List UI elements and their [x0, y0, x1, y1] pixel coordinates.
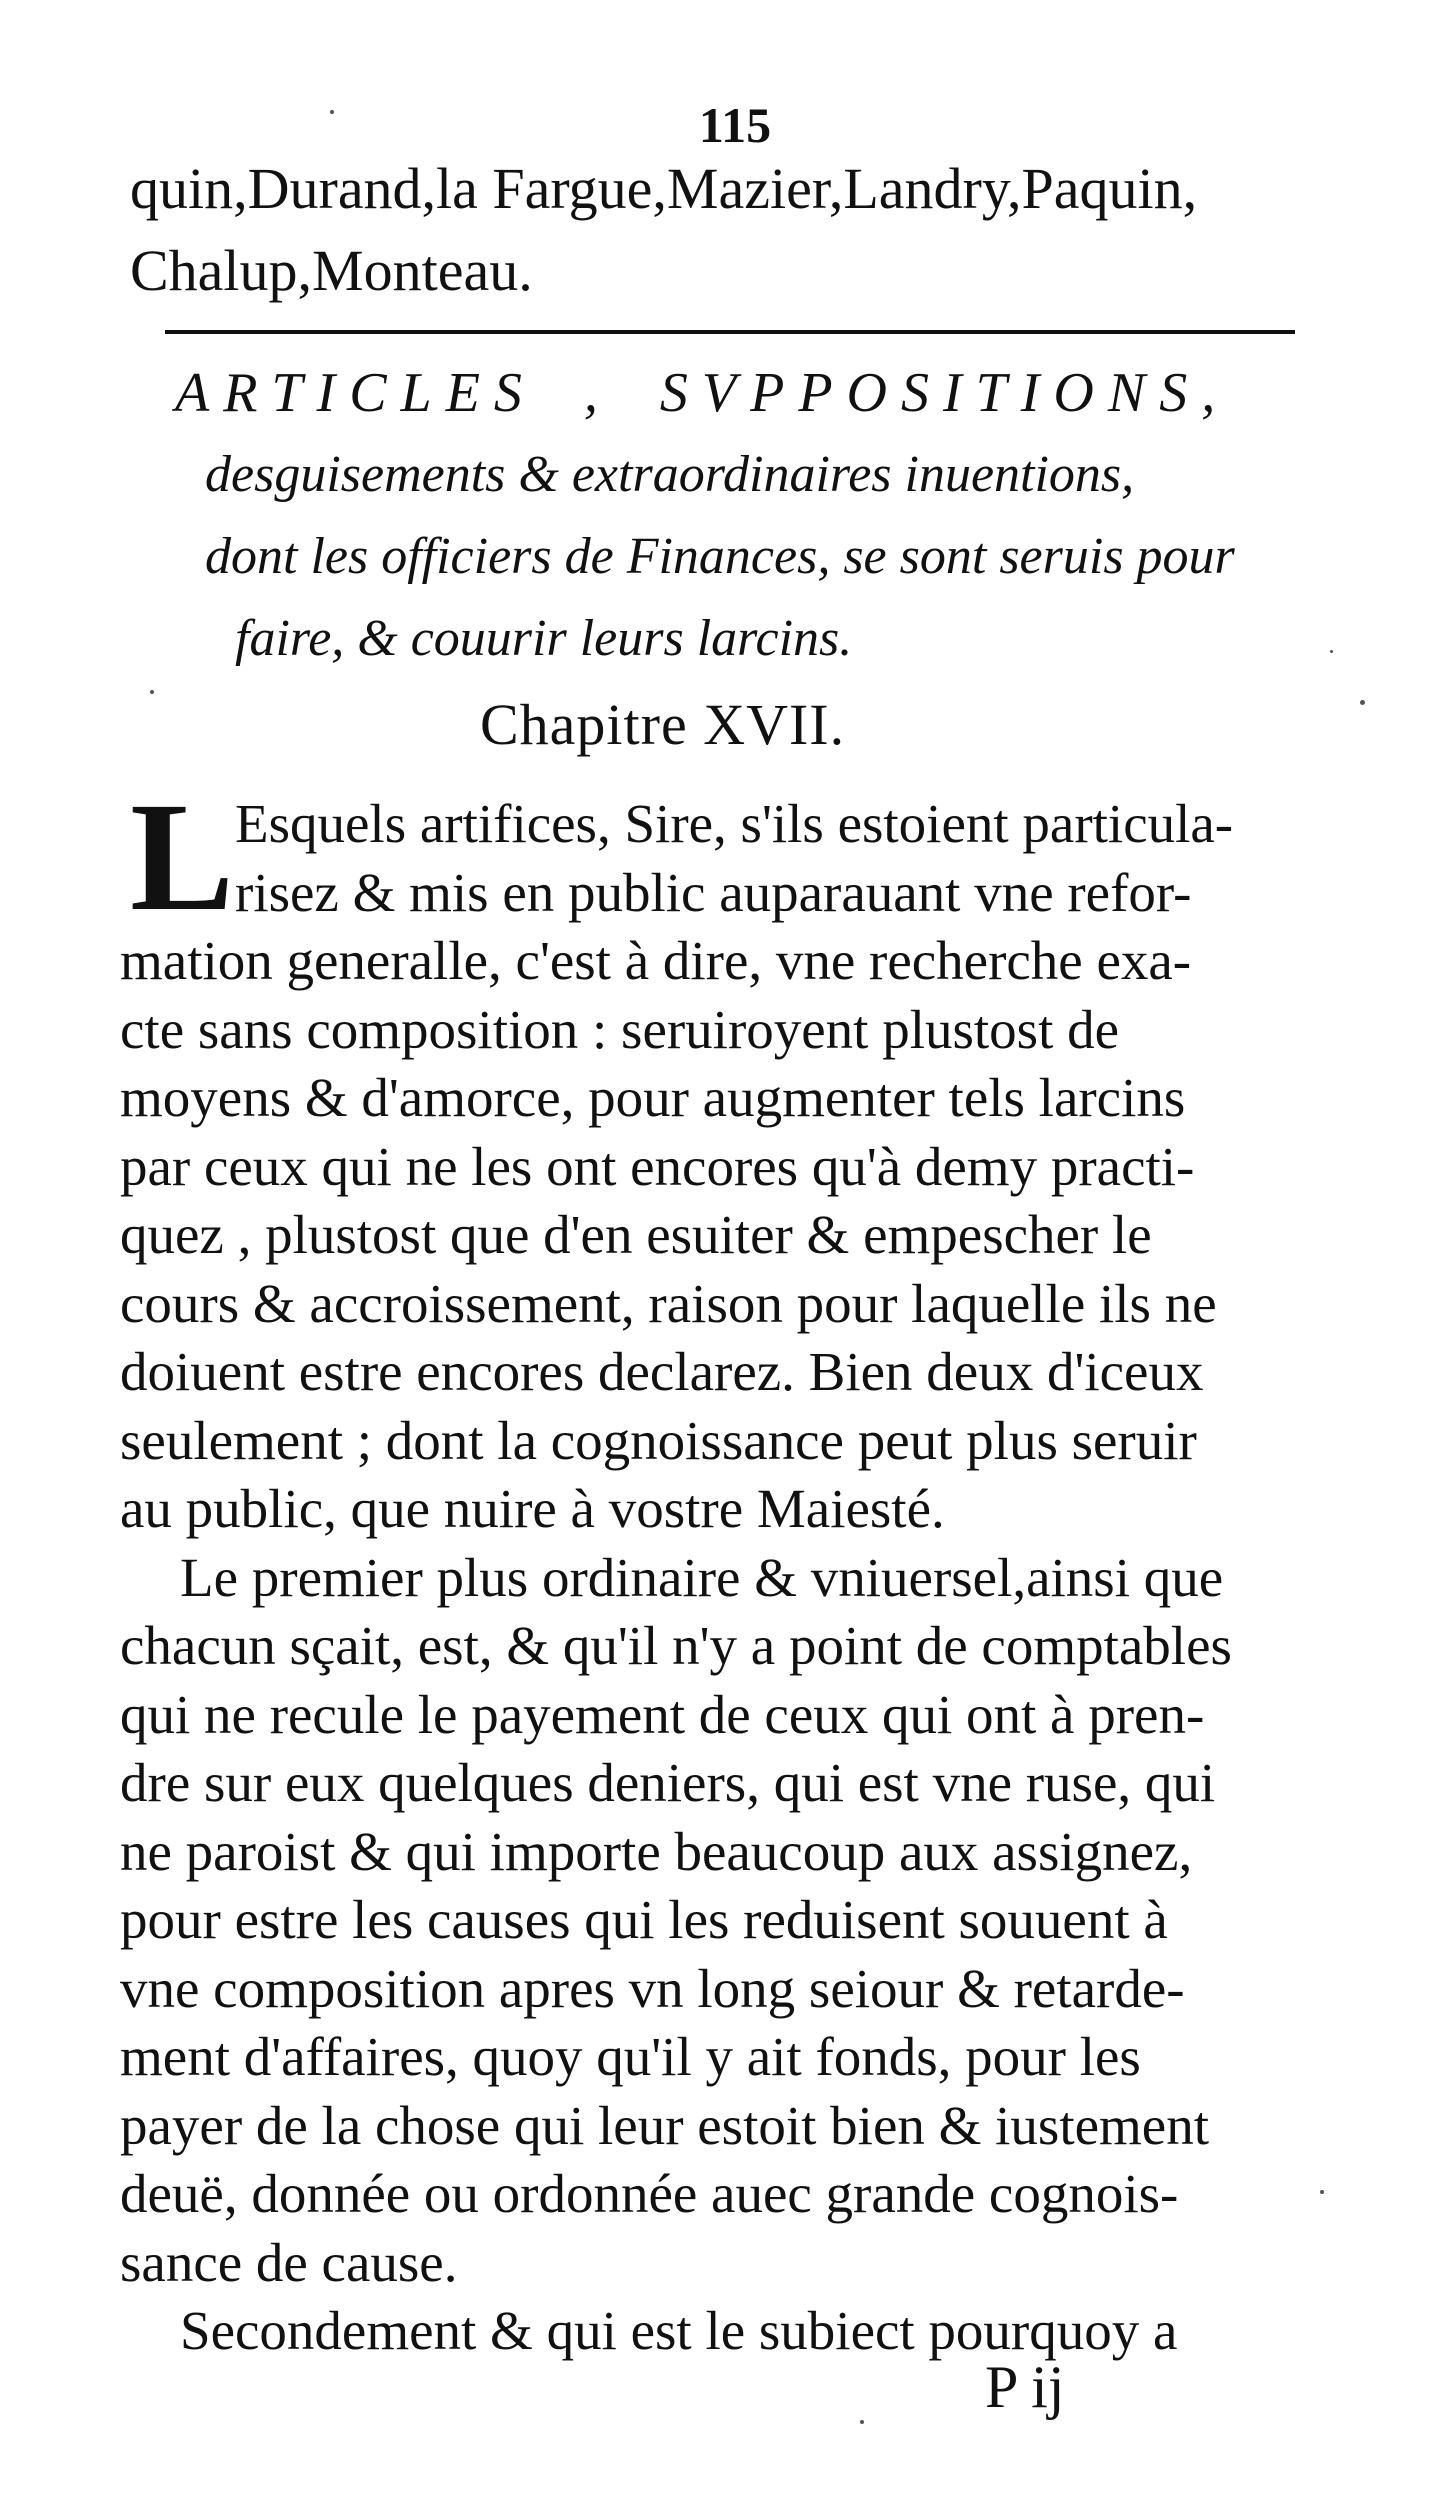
text-line: seulement ; dont la cognoissance peut plus seruir: [120, 1409, 1197, 1471]
text-line: au public, que nuire à vostre Maiesté.: [120, 1478, 945, 1539]
ink-speck: [330, 110, 334, 114]
paragraph: [120, 790, 1370, 1544]
text-line: qui ne recule le payement de ceux qui ont à pren-: [120, 1683, 1205, 1745]
text-line: quez , plustost que d'en esuiter & empescher le: [120, 1204, 1152, 1265]
ink-speck: [1330, 650, 1333, 653]
previous-text-block: [130, 148, 1360, 312]
heading-line: faire, & couurir leurs larcins.: [235, 610, 853, 667]
ink-speck: [860, 2420, 864, 2424]
text-line: Le premier plus ordinaire & vniuersel,ainsi que: [180, 1546, 1224, 1608]
text-line: ment d'affaires, quoy qu'il y ait fonds, pour les: [120, 2026, 1141, 2087]
text-line: quin,Durand,la Fargue,Mazier,Landry,Paquin,: [130, 156, 1198, 221]
page-number: 115: [698, 97, 772, 153]
text-line: chacun sçait, est, & qu'il n'y a point de comptables: [120, 1615, 1232, 1676]
text-line: payer de la chose qui leur estoit bien & iustement: [120, 2094, 1209, 2156]
chapter-title: Chapitre XVII.: [480, 692, 846, 757]
body-text: [120, 790, 1370, 2366]
text-line: Esquels artifices, Sire, s'ils estoient particula-: [235, 793, 1234, 854]
text-line: doiuent estre encores declarez. Bien deux d'iceux: [120, 1341, 1204, 1402]
text-line: risez & mis en public auparauant vne refor-: [235, 861, 1192, 923]
text-line: dre sur eux quelques deniers, qui est vne ruse, qui: [120, 1752, 1216, 1813]
text-line: ne paroist & qui importe beaucoup aux assignez,: [120, 1820, 1193, 1882]
heading-line: ARTICLES , SVPPOSITIONS,: [175, 362, 1230, 424]
text-line: cte sans composition : seruiroyent plustost de: [120, 998, 1120, 1060]
text-line: cours & accroissement, raison pour laquelle ils ne: [120, 1272, 1217, 1334]
signature-mark: P ij: [985, 2354, 1065, 2420]
drop-cap: L: [130, 770, 235, 943]
ink-speck: [1320, 2190, 1324, 2194]
text-line: sance de cause.: [120, 2231, 458, 2293]
heading-line: dont les officiers de Finances, se sont seruis pour: [205, 528, 1235, 585]
text-line: vne composition apres vn long seiour & retarde-: [120, 1957, 1185, 2019]
text-line: Secondement & qui est le subiect pourquoy a: [180, 2300, 1178, 2361]
heading-line: desguisements & extraordinaires inuentions,: [205, 446, 1135, 503]
paragraph: [120, 1544, 1370, 2298]
section-divider: [165, 330, 1295, 334]
text-line: deuë, donnée ou ordonnée auec grande cognois-: [120, 2163, 1179, 2224]
text-line: moyens & d'amorce, pour augmenter tels larcins: [120, 1067, 1186, 1128]
text-line: Chalup,Monteau.: [130, 238, 533, 303]
section-heading: [175, 352, 1375, 680]
text-line: mation generalle, c'est à dire, vne recherche exa-: [120, 930, 1192, 991]
ink-speck: [1360, 700, 1365, 705]
ink-speck: [150, 690, 154, 694]
text-line: par ceux qui ne les ont encores qu'à demy practi-: [120, 1135, 1195, 1197]
text-line: pour estre les causes qui les reduisent souuent à: [120, 1889, 1168, 1950]
